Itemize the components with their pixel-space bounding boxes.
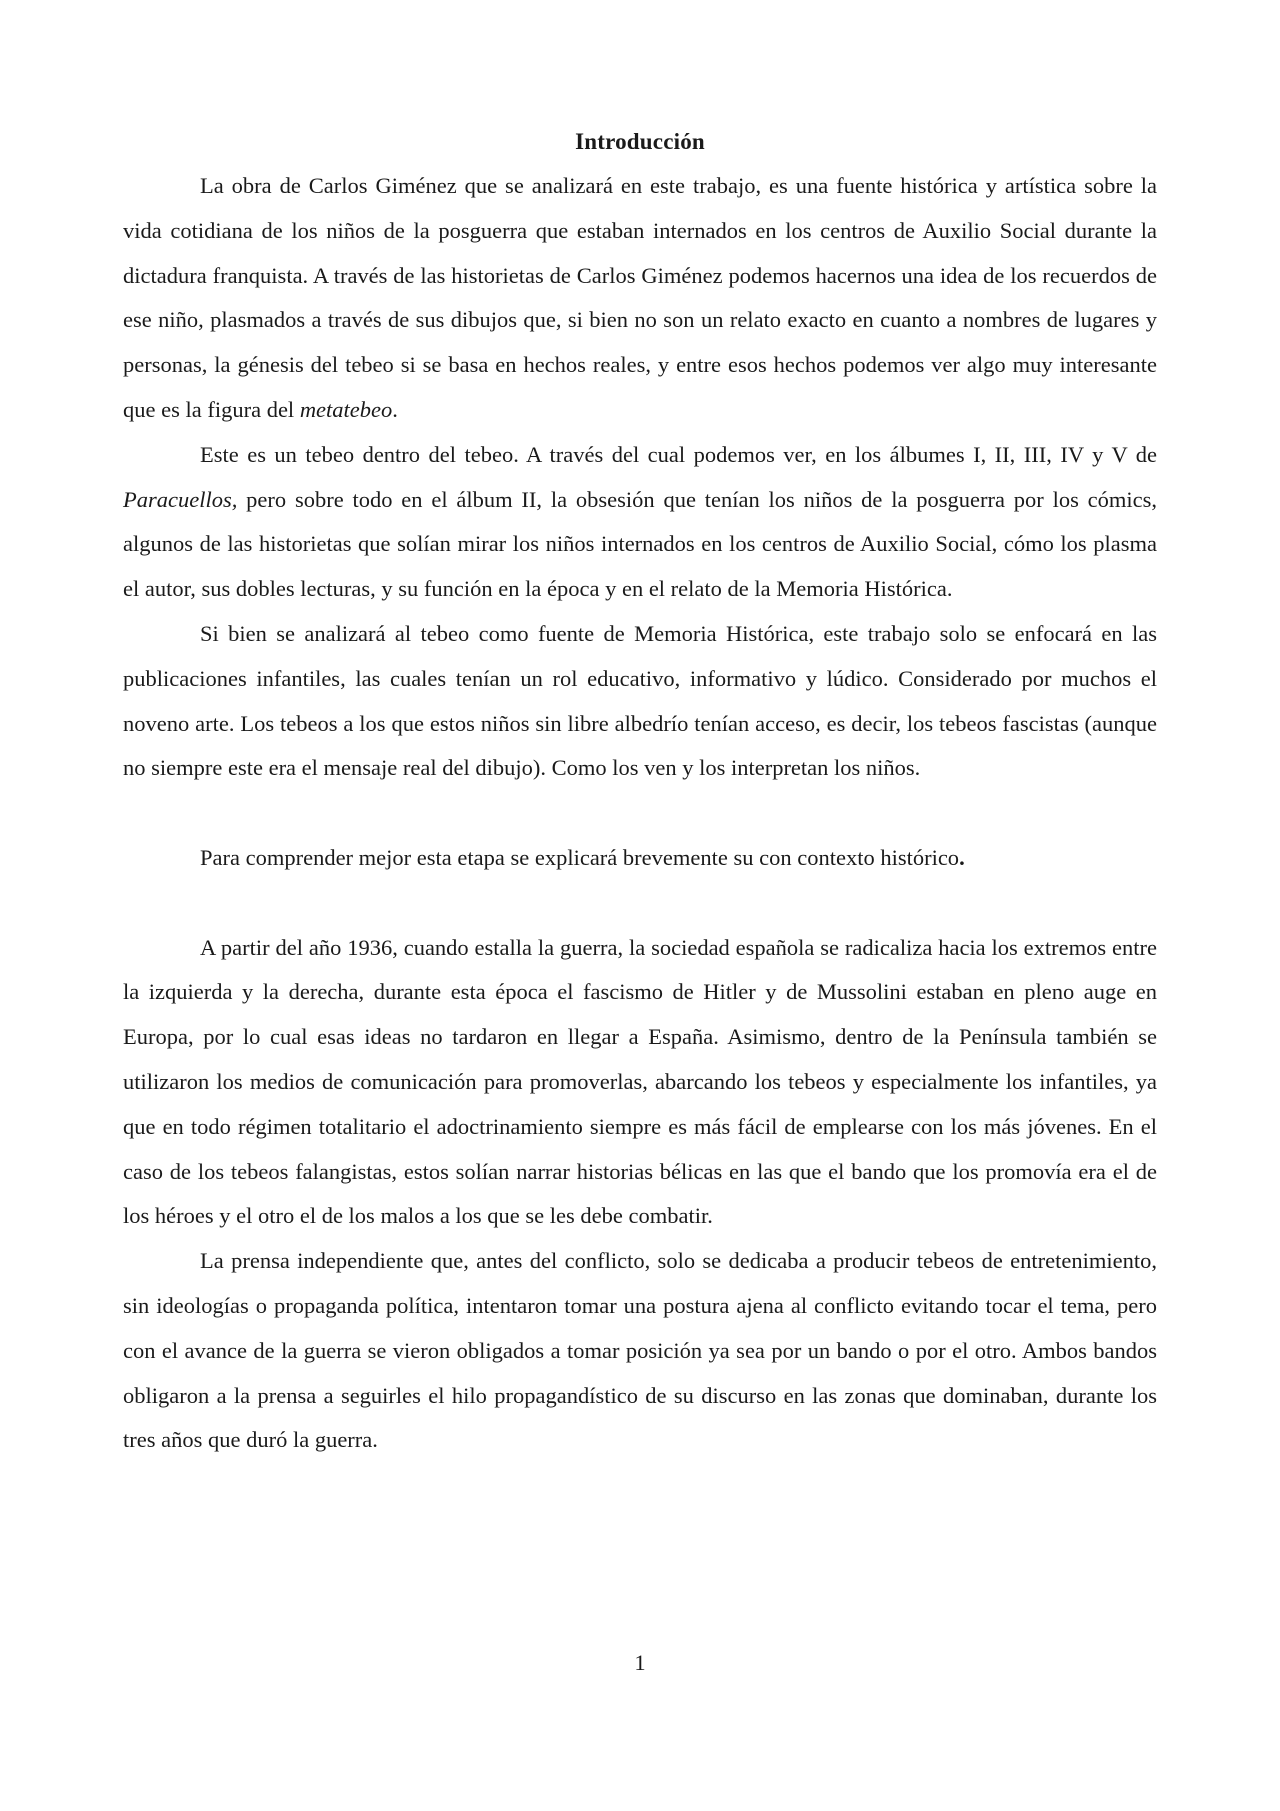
paragraph-1-end: .	[392, 396, 398, 422]
paragraph-gap	[123, 791, 1157, 836]
paragraph-4-bold-end: .	[959, 844, 965, 870]
paragraph-1	[123, 164, 1157, 433]
paragraph-3: Si bien se analizará al tebeo como fuente de Memoria Histórica, este trabajo solo se enfocará en las publicaciones infantiles, las cuales tenían un rol educativo, informativo y lúdico. Considerado por muchos el noveno arte. Los tebeos a los que estos niños sin libre albedrío tenían acceso, es decir, los tebeos fascistas (aunque no siempre este era el mensaje real del dibujo). Como los ven y los interpretan los niños.	[123, 620, 1157, 781]
paragraph-2-text-b: pero sobre todo en el álbum II, la obsesión que tenían los niños de la posguerra por los cómics, algunos de las historietas que solían mirar los niños internados en los centros de Auxilio Social, cómo los plasma el autor, sus dobles lecturas, y su función en la época y en el relato de la Memoria Histórica.	[123, 486, 1157, 602]
paragraph-2	[123, 433, 1157, 612]
paragraph-1-text: La obra de Carlos Giménez que se analizará en este trabajo, es una fuente histórica y artística sobre la vida cotidiana de los niños de la posguerra que estaban internados en los centros de Auxilio Social durante la dictadura franquista. A través de las historietas de Carlos Giménez podemos hacernos una idea de los recuerdos de ese niño, plasmados a través de sus dibujos que, si bien no son un relato exacto en cuanto a nombres de lugares y personas, la génesis del tebeo si se basa en hechos reales, y entre esos hechos podemos ver algo muy interesante que es la figura del	[123, 173, 1157, 422]
document-page	[123, 120, 1157, 1463]
paragraph-5: A partir del año 1936, cuando estalla la guerra, la sociedad española se radicaliza hacia los extremos entre la izquierda y la derecha, durante esta época el fascismo de Hitler y de Mussolini estaban en pleno auge en Europa, por lo cual esas ideas no tardaron en llegar a España. Asimismo, dentro de la Península también se utilizaron los medios de comunicación para promoverlas, abarcando los tebeos y especialmente los infantiles, ya que en todo régimen totalitario el adoctrinamiento siempre es más fácil de emplearse con los más jóvenes. En el caso de los tebeos falangistas, estos solían narrar historias bélicas en las que el bando que los promovía era el de los héroes y el otro el de los malos a los que se les debe combatir.	[123, 934, 1157, 1229]
section-title: Introducción	[575, 129, 705, 154]
paragraph-gap	[123, 881, 1157, 926]
paragraph-6: La prensa independiente que, antes del conflicto, solo se dedicaba a producir tebeos de entretenimiento, sin ideologías o propaganda política, intentaron tomar una postura ajena al conflicto evitando tocar el tema, pero con el avance de la guerra se vieron obligados a tomar posición ya sea por un bando o por el otro. Ambos bandos obligaron a la prensa a seguirles el hilo propagandístico de su discurso en las zonas que dominaban, durante los tres años que duró la guerra.	[123, 1248, 1157, 1453]
paragraph-4	[123, 836, 1157, 881]
paragraph-4-text: Para comprender mejor esta etapa se explicará brevemente su con contexto histórico	[200, 844, 960, 870]
paragraph-2-text-a: Este es un tebeo dentro del tebeo. A través del cual podemos ver, en los álbumes I, II, III, IV y V de	[200, 441, 1157, 467]
page-number: 1	[634, 1650, 646, 1675]
paragraph-2-italic-title: Paracuellos,	[123, 486, 238, 512]
paragraph-1-italic-term: metatebeo	[299, 396, 393, 422]
